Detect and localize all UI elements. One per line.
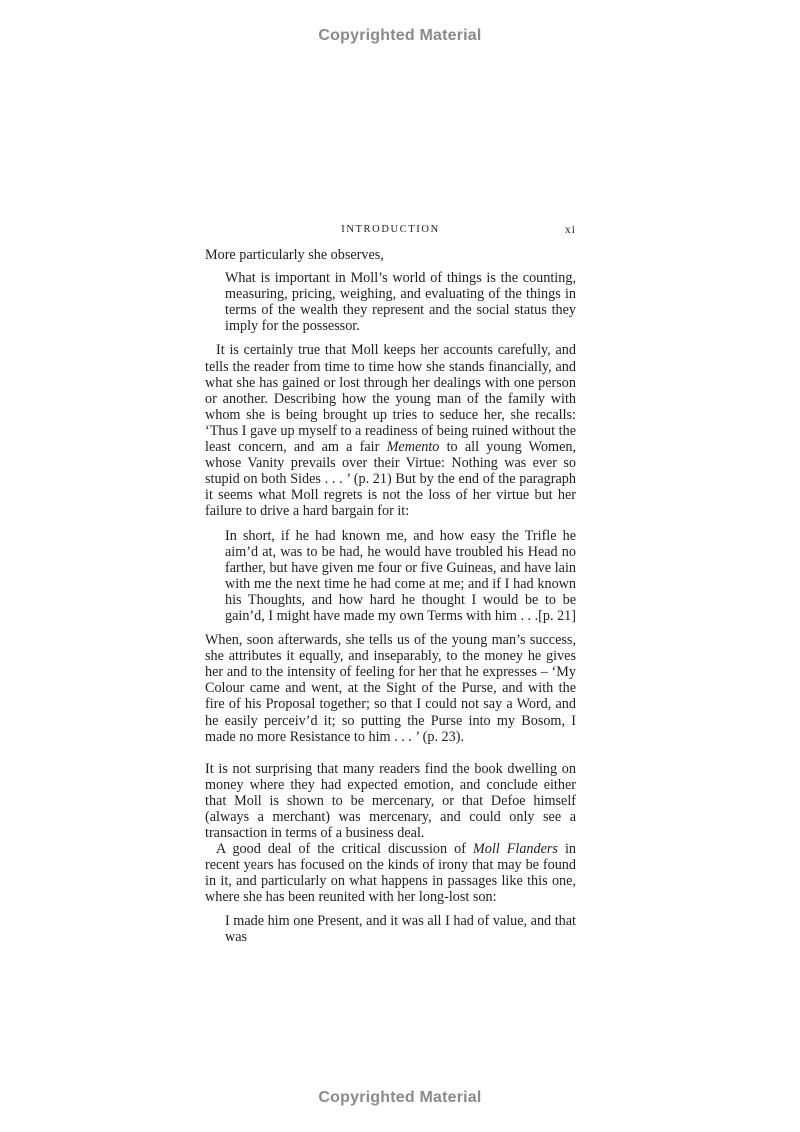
book-page	[205, 222, 576, 953]
quote-text: In short, if he had known me, and how easy the Trifle he aim’d at, was to be had, he would have troubled his Head no farther, but have given me four or five Guineas, and have lain with me the next time he had come at me; and if I had known his Thoughts, and how hard he thought I would be to be gain’d, I might have made my own Terms with him . . .	[225, 527, 576, 624]
paragraph-money: It is not surprising that many readers find the book dwelling on money where they had expected emotion, and conclude either that Moll is shown to be mercenary, or that Defoe himself (always a merchant) was mercenary, and could only see a transaction in terms of a business deal.	[205, 760, 576, 842]
copyright-watermark-bottom: Copyrighted Material	[318, 1089, 482, 1106]
paragraph-text: It is certainly true that Moll keeps her accounts carefully, and tells the reader from time to time how she stands financially, and what she has gained or lost through her dealings with one person or another. Describing how the young man of the family with whom she is being brought up tries to seduce her, she recalls: ‘Thus I gave up myself to a readiness of being ruined without the least concern, and am a fair	[205, 342, 576, 456]
page-number: xi	[565, 224, 576, 236]
paragraph-accounts	[205, 342, 576, 519]
copyright-watermark-top: Copyrighted Material	[318, 27, 482, 44]
paragraph-text: in recent years has focused on the kinds of irony that may be found in it, and particularly on what happens in passages like this one, where she has been reunited with her long-lost son:	[205, 841, 576, 906]
running-head	[205, 222, 576, 238]
paragraph-intro: More particularly she observes,	[205, 247, 384, 263]
page-citation: [p. 21]	[538, 607, 576, 624]
running-head-title: INTRODUCTION	[341, 224, 440, 235]
paragraph-text: to all young Women, whose Vanity prevails over their Virtue: Nothing was ever so stupid on both Sides . . . ’ (p. 21) But by the end of the paragraph it seems what Moll regrets is not the loss of her virtue but her failure to drive a hard bargain for it:	[205, 439, 577, 520]
block-quote-1: What is important in Moll’s world of things is the counting, measuring, pricing, weighing, and evaluating of the things in terms of the wealth they represent and the social status they imply for the possessor.	[225, 270, 576, 335]
paragraph-irony	[205, 841, 576, 905]
italic-title: Moll Flanders	[472, 841, 558, 858]
paragraph-text: A good deal of the critical discussion of	[216, 841, 473, 858]
block-quote-3: I made him one Present, and it was all I had of value, and that was	[225, 912, 576, 945]
paragraph-success: When, soon afterwards, she tells us of the young man’s success, she attributes it equally, and inseparably, to the money he gives her and to the intensity of feeling for her that he expresses – ‘My Colour came and went, at the Sight of the Purse, and with the fire of his Proposal together; so that I could not say a Word, and he easily perceiv’d it; so putting the Purse into my Bosom, I made no more Resistance to him . . . ’ (p. 23).	[205, 632, 576, 745]
block-quote-2	[225, 528, 576, 625]
italic-term: Memento	[386, 439, 440, 456]
